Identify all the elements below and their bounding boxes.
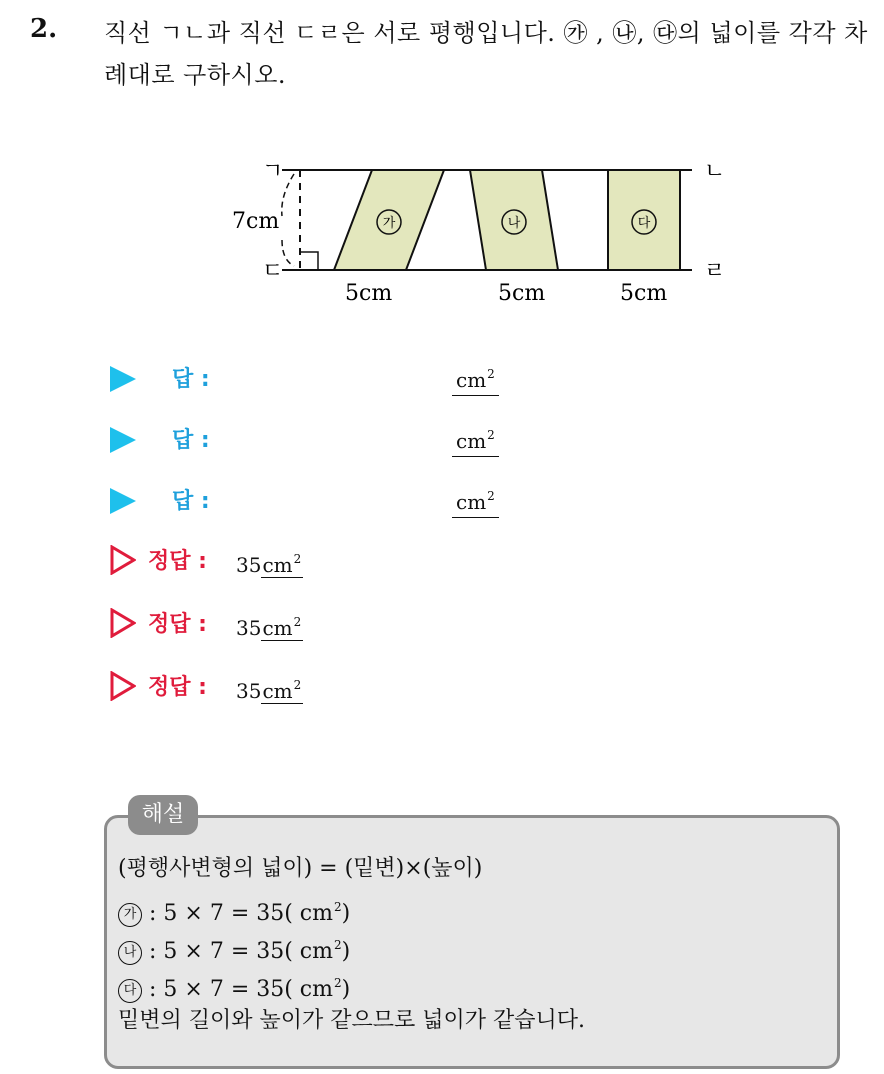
explanation-tag: 해설 — [128, 795, 198, 835]
solution-label: 정답 : — [148, 549, 207, 574]
explanation-line — [118, 965, 350, 1008]
explanation-formula: (평행사변형의 넓이) = (밑변)×(높이) — [118, 856, 483, 881]
answer-unit-exponent: 2 — [487, 489, 495, 503]
answer-unit-field[interactable] — [452, 421, 499, 457]
point-bottom-left: ㄷ — [262, 259, 284, 284]
right-angle-mark — [300, 252, 318, 270]
explanation-line-exponent: 2 — [334, 900, 342, 914]
label-da: 다 — [637, 216, 651, 231]
explanation-line-close: ) — [341, 901, 351, 926]
solution-unit-exponent: 2 — [293, 552, 302, 566]
solution-value: 35 — [236, 616, 262, 640]
solution-arrow-icon — [110, 608, 136, 638]
answer-unit-exponent: 2 — [487, 367, 495, 381]
answer-unit-field[interactable] — [452, 360, 499, 396]
explanation-line-text: : 5 × 7 = 35( cm — [149, 939, 333, 964]
answer-unit: cm — [456, 368, 487, 392]
point-bottom-right: ㄹ — [704, 259, 726, 284]
base-label-na: 5cm — [498, 281, 546, 306]
solution-value: 35 — [236, 679, 262, 703]
parallelogram-figure — [222, 148, 742, 318]
answer-label: 답 : — [172, 428, 210, 453]
solution-label: 정답 : — [148, 675, 207, 700]
solution-unit — [261, 553, 303, 578]
explanation-line-text: : 5 × 7 = 35( cm — [149, 901, 333, 926]
answer-unit: cm — [456, 490, 487, 514]
label-na: 나 — [507, 216, 521, 231]
explanation-line — [118, 889, 350, 932]
question-number: 2. — [30, 14, 58, 44]
base-label-ga: 5cm — [345, 281, 393, 306]
answer-unit: cm — [456, 429, 487, 453]
answer-arrow-icon — [110, 366, 136, 392]
explanation-line-exponent: 2 — [334, 938, 342, 952]
solution-unit-text: cm — [262, 553, 293, 577]
answer-unit-exponent: 2 — [487, 428, 495, 442]
height-brace — [282, 174, 294, 266]
solution-unit-exponent: 2 — [293, 615, 302, 629]
point-top-left: ㄱ — [262, 159, 284, 184]
solution-label: 정답 : — [148, 612, 207, 637]
explanation-line-exponent: 2 — [334, 976, 342, 990]
circled-mark-na: 나 — [118, 941, 142, 965]
answer-arrow-icon — [110, 488, 136, 514]
answer-arrow-icon — [110, 427, 136, 453]
solution-unit-exponent: 2 — [293, 678, 302, 692]
explanation-line-close: ) — [341, 939, 351, 964]
solution-unit — [261, 679, 303, 704]
answer-label: 답 : — [172, 367, 210, 392]
solution-arrow-icon — [110, 671, 136, 701]
solution-unit — [261, 616, 303, 641]
explanation-conclusion: 밑변의 길이와 높이가 같으므로 넓이가 같습니다. — [118, 1008, 586, 1033]
question-text: 직선 ㄱㄴ과 직선 ㄷㄹ은 서로 평행입니다. ㉮ , ㉯, ㉰의 넓이를 각각 차례대로 구하시오. — [104, 19, 868, 89]
explanation-line-text: : 5 × 7 = 35( cm — [149, 977, 333, 1002]
base-label-da: 5cm — [620, 281, 668, 306]
explanation-line — [118, 927, 350, 970]
label-ga: 가 — [382, 216, 396, 231]
solution-arrow-icon — [110, 545, 136, 575]
solution-value: 35 — [236, 553, 262, 577]
answer-unit-field[interactable] — [452, 482, 499, 518]
height-label: 7cm — [232, 209, 280, 234]
circled-mark-ga: 가 — [118, 903, 142, 927]
solution-unit-text: cm — [262, 679, 293, 703]
explanation-line-close: ) — [341, 977, 351, 1002]
circled-mark-da: 다 — [118, 979, 142, 1003]
answer-label: 답 : — [172, 489, 210, 514]
solution-unit-text: cm — [262, 616, 293, 640]
point-top-right: ㄴ — [704, 159, 726, 184]
